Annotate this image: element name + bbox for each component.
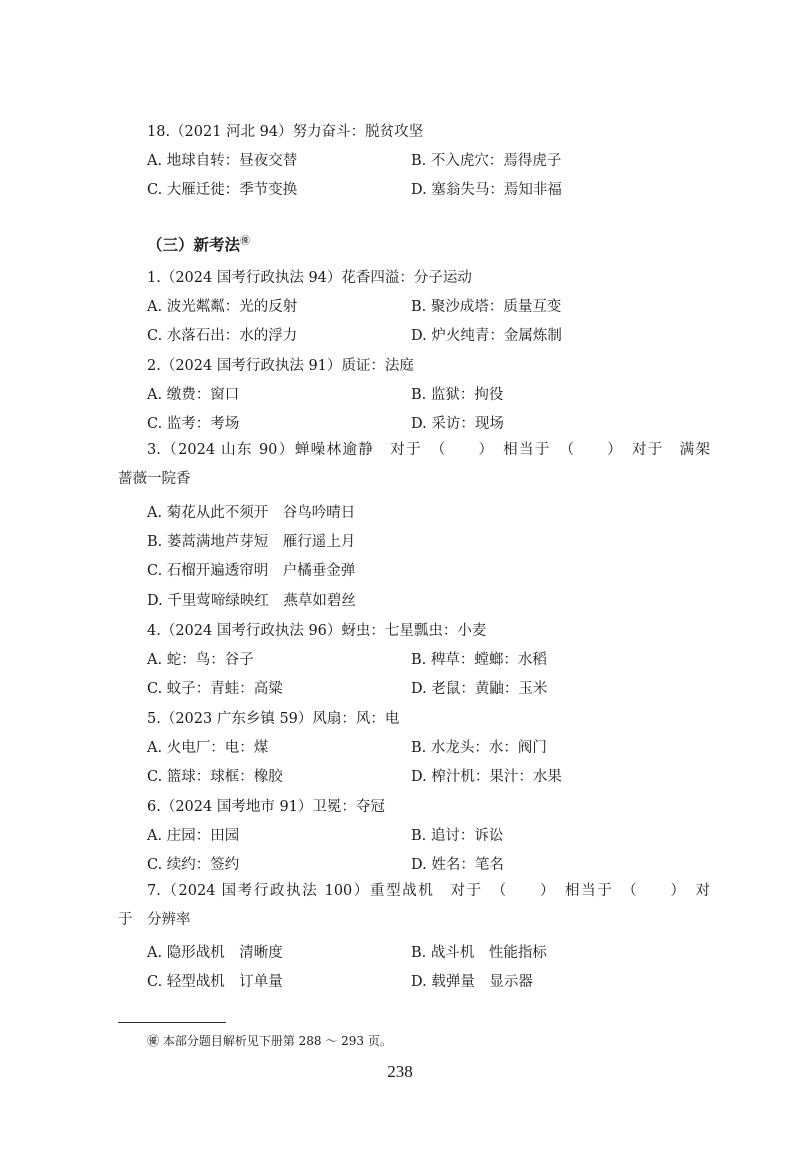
q1-option-b: B. 聚沙成塔：质量互变 bbox=[411, 299, 562, 315]
q1-option-d: D. 炉火纯青：金属炼制 bbox=[411, 328, 562, 344]
footnote: ㊝ 本部分题目解析见下册第 288 ～ 293 页。 bbox=[147, 1034, 392, 1048]
q3-stem-line1: 3.（2024 山东 90）蝉噪林逾静 对于 （ ） 相当于 （ ） 对于 满架 bbox=[147, 442, 710, 458]
q6-option-b: B. 追讨：诉讼 bbox=[411, 828, 504, 844]
q6-option-c: C. 续约：签约 bbox=[147, 857, 240, 873]
q2-option-b: B. 监狱：拘役 bbox=[411, 387, 504, 403]
page-number: 238 bbox=[387, 1062, 413, 1081]
q4-option-a: A. 蛇：鸟：谷子 bbox=[147, 652, 254, 668]
question-3-stem bbox=[118, 436, 710, 494]
footnote-divider bbox=[118, 1022, 226, 1023]
q7-option-a: A. 隐形战机 清晰度 bbox=[147, 945, 283, 961]
section-heading bbox=[147, 232, 250, 255]
question-5-stem: 5.（2023 广东乡镇 59）风扇：风：电 bbox=[147, 711, 400, 727]
q1-option-a: A. 波光粼粼：光的反射 bbox=[147, 299, 298, 315]
q5-option-c: C. 篮球：球框：橡胶 bbox=[147, 769, 283, 785]
q6-option-a: A. 庄园：田园 bbox=[147, 828, 240, 844]
q3-stem-line2: 蔷薇一院香 bbox=[118, 471, 191, 487]
q4-option-b: B. 稗草：螳螂：水稻 bbox=[411, 652, 547, 668]
q7-stem-line2: 于 分辨率 bbox=[118, 912, 191, 928]
q5-option-b: B. 水龙头：水：阀门 bbox=[411, 740, 547, 756]
q7-option-b: B. 战斗机 性能指标 bbox=[411, 945, 547, 961]
q3-option-c: C. 石榴开遍透帘明 户橘垂金弹 bbox=[147, 563, 356, 579]
q7-option-d: D. 载弹量 显示器 bbox=[411, 974, 533, 990]
question-18-stem: 18.（2021 河北 94）努力奋斗：脱贫攻坚 bbox=[147, 124, 424, 140]
q3-option-a: A. 菊花从此不须开 谷鸟吟晴日 bbox=[147, 505, 356, 521]
q2-option-d: D. 采访：现场 bbox=[411, 416, 504, 432]
question-2-stem: 2.（2024 国考行政执法 91）质证：法庭 bbox=[147, 358, 414, 374]
q6-option-d: D. 姓名：笔名 bbox=[411, 857, 504, 873]
q1-option-c: C. 水落石出：水的浮力 bbox=[147, 328, 298, 344]
q18-option-c: C. 大雁迁徙：季节变换 bbox=[147, 182, 298, 198]
question-4-stem: 4.（2024 国考行政执法 96）蚜虫：七星瓢虫：小麦 bbox=[147, 623, 487, 639]
question-7-stem bbox=[118, 877, 710, 935]
q5-option-a: A. 火电厂：电：煤 bbox=[147, 740, 269, 756]
q2-option-c: C. 监考：考场 bbox=[147, 416, 240, 432]
question-1-stem: 1.（2024 国考行政执法 94）花香四溢：分子运动 bbox=[147, 270, 472, 286]
q2-option-a: A. 缴费：窗口 bbox=[147, 387, 240, 403]
question-6-stem: 6.（2024 国考地市 91）卫冕：夺冠 bbox=[147, 799, 385, 815]
section-title: （三）新考法 bbox=[147, 236, 241, 255]
q5-option-d: D. 榨汁机：果汁：水果 bbox=[411, 769, 562, 785]
q18-option-b: B. 不入虎穴：焉得虎子 bbox=[411, 153, 562, 169]
q18-option-a: A. 地球自转：昼夜交替 bbox=[147, 153, 298, 169]
q4-option-c: C. 蚊子：青蛙：高粱 bbox=[147, 681, 283, 697]
q3-option-b: B. 蒌蒿满地芦芽短 雁行遥上月 bbox=[147, 534, 356, 550]
footnote-mark: ㊝ bbox=[240, 236, 251, 247]
q7-stem-line1: 7.（2024 国考行政执法 100）重型战机 对于 （ ） 相当于 （ ） 对 bbox=[147, 883, 710, 899]
q18-option-d: D. 塞翁失马：焉知非福 bbox=[411, 182, 562, 198]
q3-option-d: D. 千里莺啼绿映红 燕草如碧丝 bbox=[147, 593, 356, 609]
q4-option-d: D. 老鼠：黄鼬：玉米 bbox=[411, 681, 548, 697]
q7-option-c: C. 轻型战机 订单量 bbox=[147, 974, 283, 990]
